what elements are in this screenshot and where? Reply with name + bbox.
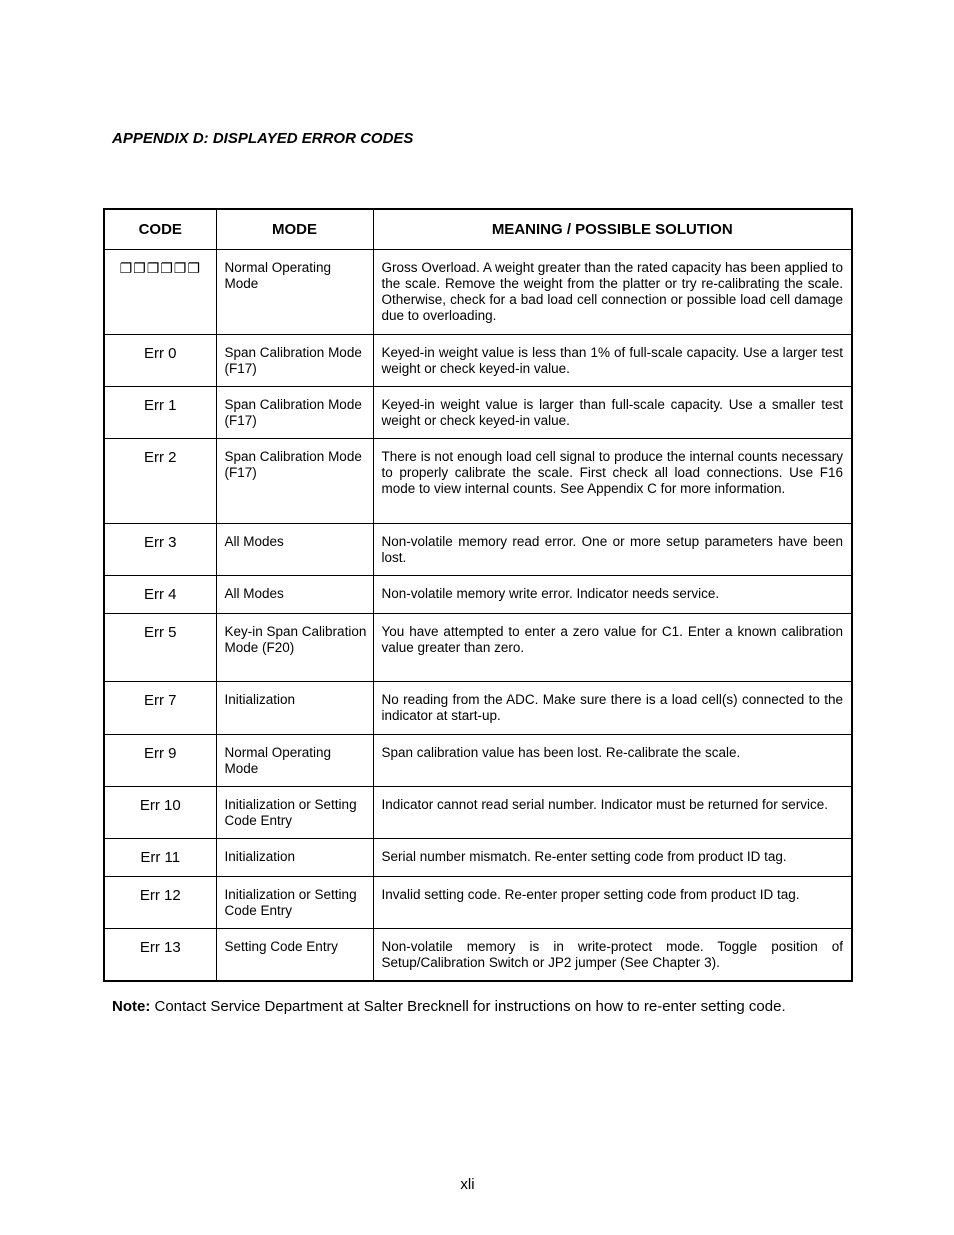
mode-cell: Key-in Span Calibration Mode (F20) [216, 613, 373, 681]
error-code-cell: Err 3 [104, 523, 216, 575]
code-column-header: CODE [104, 209, 216, 249]
mode-cell: Normal Operating Mode [216, 734, 373, 786]
meaning-cell: Non-volatile memory write error. Indicator needs service. [373, 575, 852, 613]
mode-cell: Initialization [216, 681, 373, 734]
meaning-cell: Span calibration value has been lost. Re-calibrate the scale. [373, 734, 852, 786]
mode-column-header: MODE [216, 209, 373, 249]
error-code-cell: Err 7 [104, 681, 216, 734]
meaning-cell: Gross Overload. A weight greater than the rated capacity has been applied to the scale. Remove the weight from the platter or try re-calibrating the scale. Otherwise, check for a bad load cell connection or possible load cell damage due to overloading. [373, 249, 852, 334]
error-code-cell: Err 4 [104, 575, 216, 613]
mode-cell: Initialization [216, 838, 373, 876]
meaning-cell: Indicator cannot read serial number. Indicator must be returned for service. [373, 786, 852, 838]
note-label: Note: [112, 998, 151, 1015]
mode-cell: Setting Code Entry [216, 928, 373, 981]
table-row [104, 838, 852, 876]
mode-cell: Initialization or Setting Code Entry [216, 876, 373, 928]
error-code-cell: Err 2 [104, 438, 216, 523]
error-code-cell: Err 12 [104, 876, 216, 928]
mode-cell: Span Calibration Mode (F17) [216, 334, 373, 386]
error-code-cell: Err 10 [104, 786, 216, 838]
note-text: Contact Service Department at Salter Brecknell for instructions on how to re-enter setting code. [150, 998, 786, 1015]
table-row [104, 876, 852, 928]
table-row [104, 386, 852, 438]
meaning-cell: Non-volatile memory read error. One or more setup parameters have been lost. [373, 523, 852, 575]
table-row [104, 681, 852, 734]
error-codes-table [103, 208, 853, 982]
meaning-cell: Invalid setting code. Re-enter proper setting code from product ID tag. [373, 876, 852, 928]
error-code-cell [104, 249, 216, 334]
appendix-heading: APPENDIX D: DISPLAYED ERROR CODES [112, 130, 414, 147]
meaning-cell: Keyed-in weight value is larger than full-scale capacity. Use a smaller test weight or check keyed-in value. [373, 386, 852, 438]
table-row [104, 613, 852, 681]
mode-cell: Span Calibration Mode (F17) [216, 386, 373, 438]
meaning-cell: Keyed-in weight value is less than 1% of full-scale capacity. Use a larger test weight or check keyed-in value. [373, 334, 852, 386]
page-number: xli [460, 1176, 475, 1193]
mode-cell: All Modes [216, 575, 373, 613]
overload-indicator-icon: ❐❐❐❐❐❐ [119, 260, 201, 277]
table-row [104, 438, 852, 523]
table-row [104, 523, 852, 575]
table-row [104, 249, 852, 334]
table-row [104, 575, 852, 613]
mode-cell: Normal Operating Mode [216, 249, 373, 334]
table-row [104, 928, 852, 981]
error-code-cell: Err 0 [104, 334, 216, 386]
table-row [104, 734, 852, 786]
table-row [104, 334, 852, 386]
meaning-cell: There is not enough load cell signal to produce the internal counts necessary to properly calibrate the scale. First check all load connections. Use F16 mode to view internal counts. See Appendix C for more information. [373, 438, 852, 523]
meaning-cell: No reading from the ADC. Make sure there is a load cell(s) connected to the indicator at start-up. [373, 681, 852, 734]
mode-cell: Span Calibration Mode (F17) [216, 438, 373, 523]
table-row [104, 786, 852, 838]
table-header-row [104, 209, 852, 249]
service-note [112, 998, 786, 1015]
error-code-cell: Err 5 [104, 613, 216, 681]
error-code-cell: Err 9 [104, 734, 216, 786]
error-code-cell: Err 11 [104, 838, 216, 876]
meaning-column-header: MEANING / POSSIBLE SOLUTION [373, 209, 852, 249]
meaning-cell: You have attempted to enter a zero value for C1. Enter a known calibration value greater than zero. [373, 613, 852, 681]
meaning-cell: Serial number mismatch. Re-enter setting code from product ID tag. [373, 838, 852, 876]
mode-cell: All Modes [216, 523, 373, 575]
error-code-cell: Err 1 [104, 386, 216, 438]
error-code-cell: Err 13 [104, 928, 216, 981]
meaning-cell: Non-volatile memory is in write-protect mode. Toggle position of Setup/Calibration Switch or JP2 jumper (See Chapter 3). [373, 928, 852, 981]
mode-cell: Initialization or Setting Code Entry [216, 786, 373, 838]
